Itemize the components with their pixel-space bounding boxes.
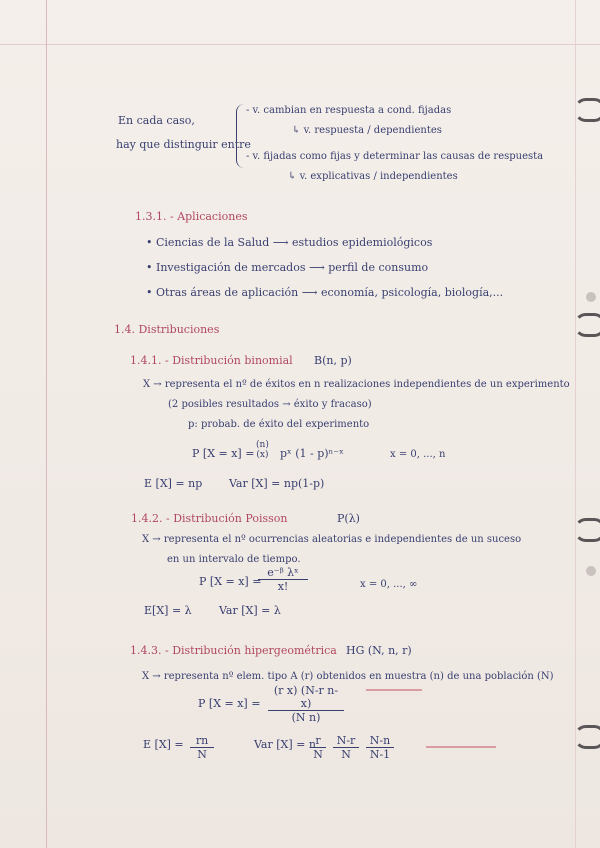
intro-item-1-sub: ↳ v. respuesta / dependientes (292, 125, 442, 136)
hyper-num: (r x) (N-r n-x) (268, 684, 344, 711)
hyper-var-f3-den: N-1 (369, 748, 391, 761)
hyper-notation: HG (N, n, r) (346, 644, 412, 657)
hyper-var-f3 (366, 734, 394, 761)
poisson-den: x! (277, 580, 289, 593)
hyper-fraction (268, 684, 344, 724)
intro-left-1: En cada caso, (118, 114, 195, 127)
right-margin-line (575, 0, 576, 848)
poisson-desc-2: en un intervalo de tiempo. (167, 554, 301, 565)
hyper-var-lhs: Var [X] = n (254, 738, 316, 751)
poisson-heading: 1.4.2. - Distribución Poisson (131, 512, 288, 525)
hyper-var-f1-den: N (313, 748, 323, 761)
poisson-pmf-lhs: P [X = x] = (199, 575, 262, 588)
binomial-desc-1: X → representa el nº de éxitos en n realizaciones independientes de un experimento (143, 379, 570, 390)
binomial-desc-2: (2 posibles resultados → éxito y fracaso) (168, 399, 372, 410)
hyper-var-f2-num: N-r (333, 734, 359, 748)
hyper-mean-fraction (190, 734, 214, 761)
intro-item-2-sub: ↳ v. explicativas / independientes (288, 171, 458, 182)
bullet-2: • Investigación de mercados ⟶ perfil de consumo (146, 261, 429, 274)
binomial-heading: 1.4.1. - Distribución binomial (130, 354, 293, 367)
hyper-heading: 1.4.3. - Distribución hipergeométrica (130, 644, 337, 657)
pink-underline (366, 689, 422, 691)
spiral-ring (574, 313, 600, 337)
section-14-heading: 1.4. Distribuciones (114, 323, 220, 336)
poisson-fraction (258, 566, 308, 593)
spiral-ring (574, 98, 600, 122)
hyper-var-f1-num: r (310, 734, 326, 748)
poisson-desc-1: X → representa el nº ocurrencias aleatorias e independientes de un suceso (142, 534, 522, 545)
poisson-mean: E[X] = λ (144, 604, 192, 617)
left-margin-line (46, 0, 47, 848)
hyper-var-f1 (310, 734, 326, 761)
intro-item-2: - v. fijadas como fijas y determinar las causas de respuesta (246, 151, 544, 162)
hyper-pmf-lhs: P [X = x] = (198, 697, 261, 710)
bullet-1: • Ciencias de la Salud ⟶ estudios epidemiológicos (146, 236, 433, 249)
intro-item-1: - v. cambian en respuesta a cond. fijadas (246, 105, 452, 116)
binomial-desc-3: p: probab. de éxito del experimento (188, 419, 370, 430)
spiral-ring (574, 725, 600, 749)
hyper-var-f3-num: N-n (366, 734, 394, 748)
binomial-coef: (n) (x) (256, 440, 269, 460)
bullet-3: • Otras áreas de aplicación ⟶ economía, psicología, biología,... (146, 286, 504, 299)
binomial-pmf-lhs: P [X = x] = (192, 447, 255, 460)
binomial-notation: B(n, p) (314, 354, 352, 367)
brace (236, 104, 245, 168)
binomial-pmf-rhs: pˣ (1 - p)ⁿ⁻ˣ (280, 447, 344, 460)
binomial-range: x = 0, ..., n (390, 449, 446, 460)
poisson-num: e⁻ᵝ λˣ (258, 566, 308, 580)
poisson-var: Var [X] = λ (219, 604, 281, 617)
hyper-mean-lhs: E [X] = (143, 738, 184, 751)
poisson-notation: P(λ) (337, 512, 360, 525)
section-131-heading: 1.3.1. - Aplicaciones (135, 210, 248, 223)
hyper-var-f2-den: N (341, 748, 351, 761)
binomial-mean: E [X] = np (144, 477, 203, 490)
hyper-den: (N n) (291, 711, 321, 724)
spiral-ring (574, 518, 600, 542)
poisson-range: x = 0, ..., ∞ (360, 579, 418, 590)
binomial-var: Var [X] = np(1-p) (229, 477, 325, 490)
punch-hole (586, 292, 596, 302)
hyper-mean-num: rn (190, 734, 214, 748)
hyper-desc-1: X → representa nº elem. tipo A (r) obtenidos en muestra (n) de una población (N) (142, 671, 554, 682)
hyper-mean-den: N (197, 748, 207, 761)
punch-hole (586, 566, 596, 576)
intro-left-2: hay que distinguir entre (116, 138, 251, 151)
hyper-var-f2 (333, 734, 359, 761)
top-ruling (0, 44, 600, 45)
pink-underline (426, 746, 496, 748)
